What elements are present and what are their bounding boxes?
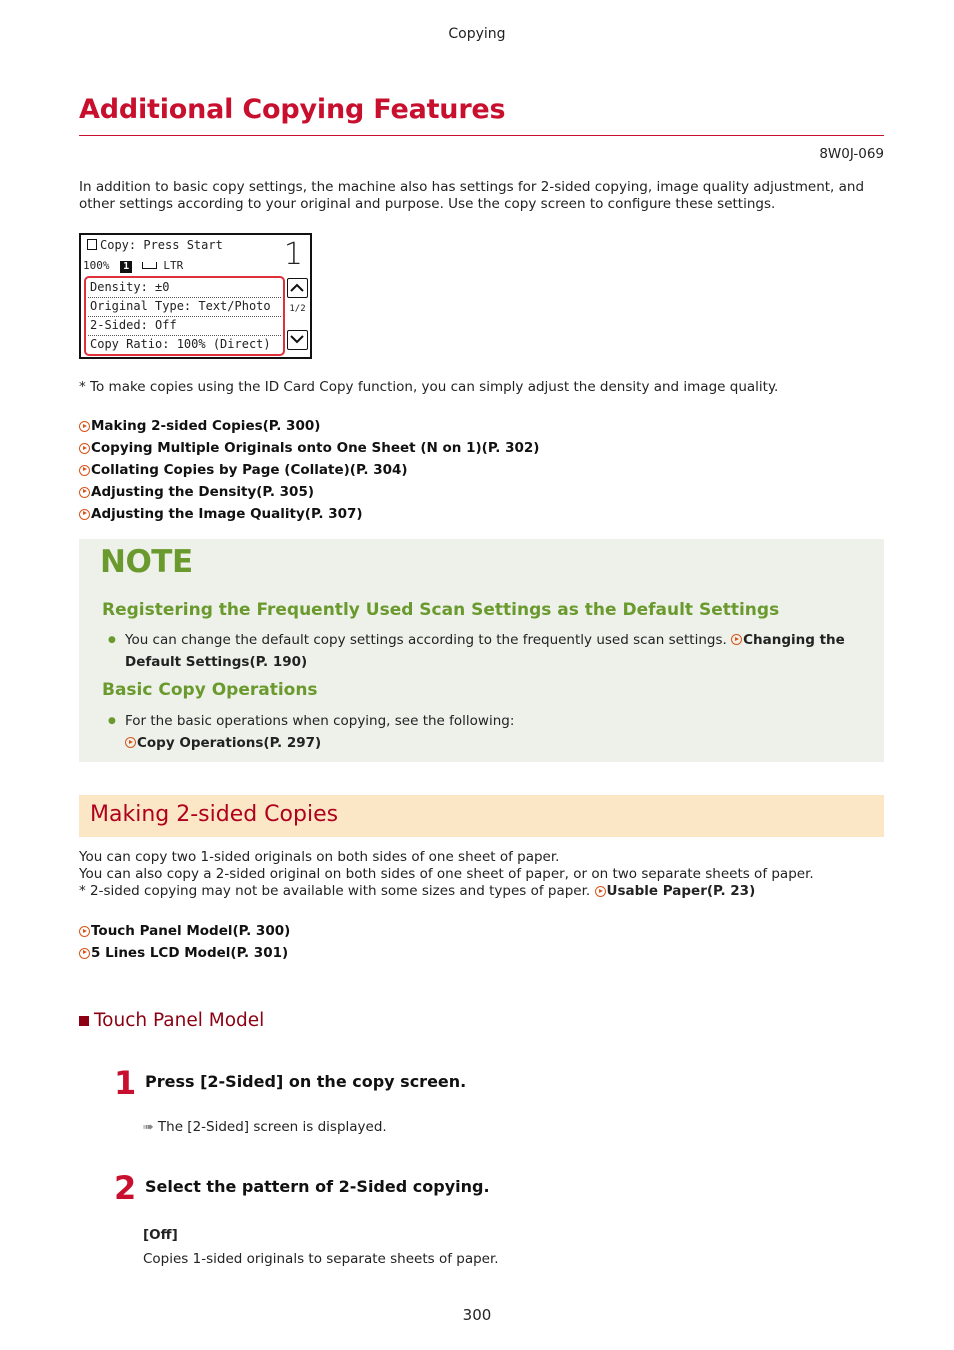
link-changing-default-settings-cont[interactable]: Default Settings(P. 190) xyxy=(125,654,308,670)
note-bullet-1-text: You can change the default copy settings according to the frequently used scan settings. xyxy=(125,632,727,648)
scroll-down-button xyxy=(287,330,308,350)
lcd-menu-item: Density: ±0 xyxy=(90,280,170,294)
step-1-number: 1 xyxy=(114,1064,137,1102)
document-id: 8W0J-069 xyxy=(819,146,884,162)
link-arrow-icon xyxy=(79,465,90,476)
link-label: Adjusting the Image Quality(P. 307) xyxy=(91,505,363,522)
lcd-menu-item: Original Type: Text/Photo xyxy=(90,299,271,313)
link-arrow-icon xyxy=(79,487,90,498)
square-bullet-icon xyxy=(79,1016,89,1026)
lcd-status-text: Copy: Press Start xyxy=(100,238,223,252)
link-collate[interactable] xyxy=(79,460,539,482)
link-copy-operations[interactable]: Copy Operations(P. 297) xyxy=(137,735,322,751)
link-arrow-icon xyxy=(79,926,90,937)
lcd-menu-item: 2-Sided: Off xyxy=(90,318,177,332)
note-bullet-2-text: For the basic operations when copying, see the following: xyxy=(125,713,515,729)
link-n-on-1[interactable] xyxy=(79,438,539,460)
link-arrow-icon xyxy=(79,948,90,959)
link-image-quality[interactable] xyxy=(79,503,539,525)
link-arrow-icon xyxy=(595,886,606,897)
bullet-icon: ● xyxy=(108,635,116,645)
note-heading-default-settings: Registering the Frequently Used Scan Settings as the Default Settings xyxy=(102,600,780,620)
result-arrow-icon: ➠ xyxy=(143,1120,154,1135)
feature-links-list xyxy=(79,416,539,525)
link-making-2-sided[interactable] xyxy=(79,416,539,438)
page-number: 300 xyxy=(462,1306,492,1324)
step-1-result xyxy=(143,1119,387,1135)
scroll-up-button xyxy=(287,278,308,298)
section-line-2: You can also copy a 2-sided original on both sides of one sheet of paper, or on two separate sheets of paper. xyxy=(79,866,814,882)
link-arrow-icon xyxy=(79,509,90,520)
note-bullet-2 xyxy=(125,710,865,754)
section-description xyxy=(79,849,884,900)
subsection-heading-text: Touch Panel Model xyxy=(94,1010,265,1031)
link-arrow-icon xyxy=(79,421,90,432)
copy-icon xyxy=(87,239,97,250)
step-2-text: Select the pattern of 2-Sided copying. xyxy=(145,1177,490,1196)
section-line-3-text: * 2-sided copying may not be available with some sizes and types of paper. xyxy=(79,883,591,899)
intro-line-2: other settings according to your original and purpose. Use the copy screen to configure these settings. xyxy=(79,196,776,212)
option-off-label: [Off] xyxy=(143,1227,178,1243)
link-arrow-icon xyxy=(125,737,136,748)
note-bullet-1 xyxy=(125,629,865,673)
link-label: Adjusting the Density(P. 305) xyxy=(91,483,315,500)
link-density[interactable] xyxy=(79,481,539,503)
lcd-menu-item: Copy Ratio: 100% (Direct) xyxy=(90,337,271,351)
link-label: Collating Copies by Page (Collate)(P. 304) xyxy=(91,461,408,478)
paper-tray-icon xyxy=(142,262,157,269)
step-2-number: 2 xyxy=(114,1169,137,1207)
link-touch-panel-model[interactable] xyxy=(79,921,290,943)
lcd-status-row xyxy=(87,238,223,252)
id-card-note: * To make copies using the ID Card Copy function, you can simply adjust the density and image quality. xyxy=(79,379,779,395)
lcd-info-row xyxy=(83,259,183,273)
link-arrow-icon xyxy=(79,443,90,454)
lcd-copy-count: 1 xyxy=(283,237,303,272)
section-line-1: You can copy two 1-sided originals on both sides of one sheet of paper. xyxy=(79,849,560,865)
note-heading-basic-operations: Basic Copy Operations xyxy=(102,680,318,700)
intro-paragraph xyxy=(79,179,884,213)
lcd-tray-badge: 1 xyxy=(120,261,132,273)
link-changing-default-settings[interactable]: Changing the xyxy=(743,632,845,648)
link-label: Making 2-sided Copies(P. 300) xyxy=(91,418,321,435)
lcd-paper-size: LTR xyxy=(163,259,184,272)
link-5-lines-lcd-model[interactable] xyxy=(79,943,290,965)
link-usable-paper[interactable]: Usable Paper(P. 23) xyxy=(606,883,756,899)
running-header: Copying xyxy=(448,26,506,42)
option-off-description: Copies 1-sided originals to separate sheets of paper. xyxy=(143,1251,499,1267)
section-title: Making 2-sided Copies xyxy=(90,802,339,827)
step-1-result-text: The [2-Sided] screen is displayed. xyxy=(157,1119,387,1135)
title-divider xyxy=(79,135,884,136)
link-label: Touch Panel Model(P. 300) xyxy=(91,923,291,940)
page-title: Additional Copying Features xyxy=(79,94,506,125)
chevron-down-icon xyxy=(288,331,306,348)
subsection-heading xyxy=(79,1010,264,1031)
lcd-ratio: 100% xyxy=(83,259,110,272)
lcd-screen-illustration xyxy=(79,233,312,359)
step-1-text: Press [2-Sided] on the copy screen. xyxy=(145,1072,467,1091)
section-line-3 xyxy=(79,883,884,900)
lcd-menu-list xyxy=(84,276,285,356)
section-links-list xyxy=(79,921,290,964)
link-arrow-icon xyxy=(731,634,742,645)
intro-line-1: In addition to basic copy settings, the machine also has settings for 2-sided copying, image quality adjustment, and xyxy=(79,179,865,195)
chevron-up-icon xyxy=(288,279,306,296)
lcd-scrollbar xyxy=(287,278,308,354)
link-label: Copying Multiple Originals onto One Sheet (N on 1)(P. 302) xyxy=(91,440,540,457)
link-label: 5 Lines LCD Model(P. 301) xyxy=(91,944,289,961)
note-label: NOTE xyxy=(100,544,193,580)
lcd-page-indicator: 1/2 xyxy=(289,304,306,314)
bullet-icon: ● xyxy=(108,716,116,726)
